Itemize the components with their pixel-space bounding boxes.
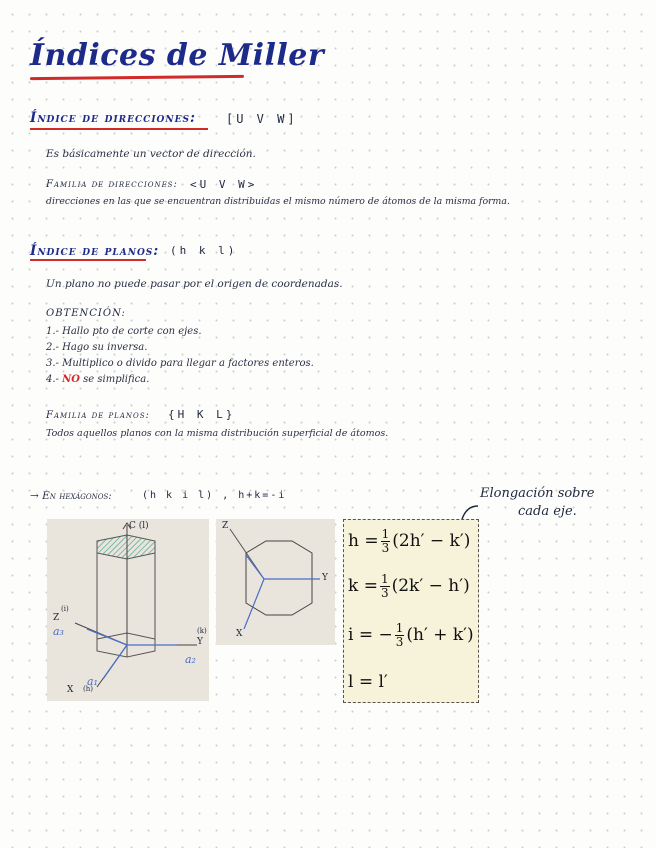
hexagon-top-view-drawing (216, 519, 335, 645)
hexagonal-label: → En hexágonos: (30, 490, 112, 502)
formula-box (343, 519, 479, 703)
fig1-a3-label: a₃ (53, 625, 64, 638)
planes-family-description: Todos aquellos planos con la misma distribución superficial de átomos. (46, 428, 389, 439)
annotation-line-1: Elongación sobre (480, 486, 595, 501)
hexagonal-notation: (h k i l) , h+k=-i (142, 490, 287, 501)
fig1-y-label: Y (197, 637, 203, 647)
formula-h (348, 528, 470, 554)
planes-heading-underline (30, 259, 146, 261)
fig1-z-sub: (i) (61, 605, 69, 613)
formula-k-rhs: (2k′ − h′) (391, 576, 470, 597)
formula-k-den: 3 (380, 585, 389, 600)
directions-notation: [U V W] (226, 112, 298, 126)
title-underline (30, 75, 244, 80)
planes-notation: (h k l) (170, 244, 238, 257)
fig1-x-label: X (67, 685, 74, 695)
formula-k-lhs: k = (348, 576, 378, 597)
fig1-a2-label: a₂ (185, 653, 196, 666)
obtencion-label: OBTENCIÓN: (46, 308, 126, 319)
formula-k (348, 573, 470, 599)
fig1-a1-label: a₁ (87, 675, 98, 688)
formula-i (348, 622, 474, 648)
formula-h-den: 3 (381, 540, 390, 555)
directions-heading: Índice de direcciones: (30, 110, 196, 126)
formula-k-frac (380, 573, 390, 599)
formula-h-lhs: h = (348, 531, 379, 552)
formula-k-num: 1 (380, 572, 389, 586)
formula-h-num: 1 (381, 527, 390, 541)
page-title: Índices de Miller (30, 38, 325, 73)
fig1-c-label: C (l) (129, 521, 149, 531)
hexagonal-prism-drawing (47, 519, 209, 701)
planes-family-label: Familia de planos: (46, 410, 150, 421)
fig2-x-label: X (236, 629, 243, 639)
step-4 (46, 374, 149, 385)
formula-i-num: 1 (395, 621, 404, 635)
directions-heading-underline (30, 128, 208, 130)
fig2-z-label: Z (222, 521, 229, 531)
formula-l: l = l′ (348, 672, 388, 692)
step-1: 1.- Hallo pto de corte con ejes. (46, 326, 202, 337)
fig1-y-sub: (k) (197, 627, 207, 635)
directions-family-label: Familia de direcciones: (46, 179, 178, 190)
formula-h-frac (381, 528, 391, 554)
hexagonal-prism-figure (47, 519, 209, 701)
step-3: 3.- Multiplico o divido para llegar a factores enteros. (46, 358, 314, 369)
directions-family-description: direcciones en las que se encuentran distribuidas el mismo número de átomos de la misma forma. (46, 196, 510, 207)
step-4-prefix: 4.- (46, 374, 59, 385)
planes-heading: Índice de planos: (30, 243, 160, 259)
formula-h-rhs: (2h′ − k′) (392, 531, 471, 552)
formula-i-den: 3 (395, 634, 404, 649)
fig1-x-sub: (h) (83, 685, 93, 693)
hexagon-top-view-figure (216, 519, 335, 645)
directions-family-notation: <U V W> (190, 178, 258, 191)
formula-i-rhs: (h′ + k′) (406, 625, 474, 646)
step-4-rest: se simplifica. (83, 374, 150, 385)
step-4-no: NO (62, 374, 80, 385)
formula-i-frac (395, 622, 405, 648)
fig1-z-label: Z (53, 613, 60, 623)
planes-note: Un plano no puede pasar por el origen de coordenadas. (46, 278, 343, 290)
planes-family-notation: {H K L} (168, 408, 236, 421)
annotation-line-2: cada eje. (518, 504, 577, 519)
formula-i-lhs: i = − (348, 625, 393, 646)
directions-definition: Es básicamente un vector de dirección. (46, 148, 256, 160)
step-2: 2.- Hago su inversa. (46, 342, 148, 353)
fig2-y-label: Y (322, 573, 328, 583)
